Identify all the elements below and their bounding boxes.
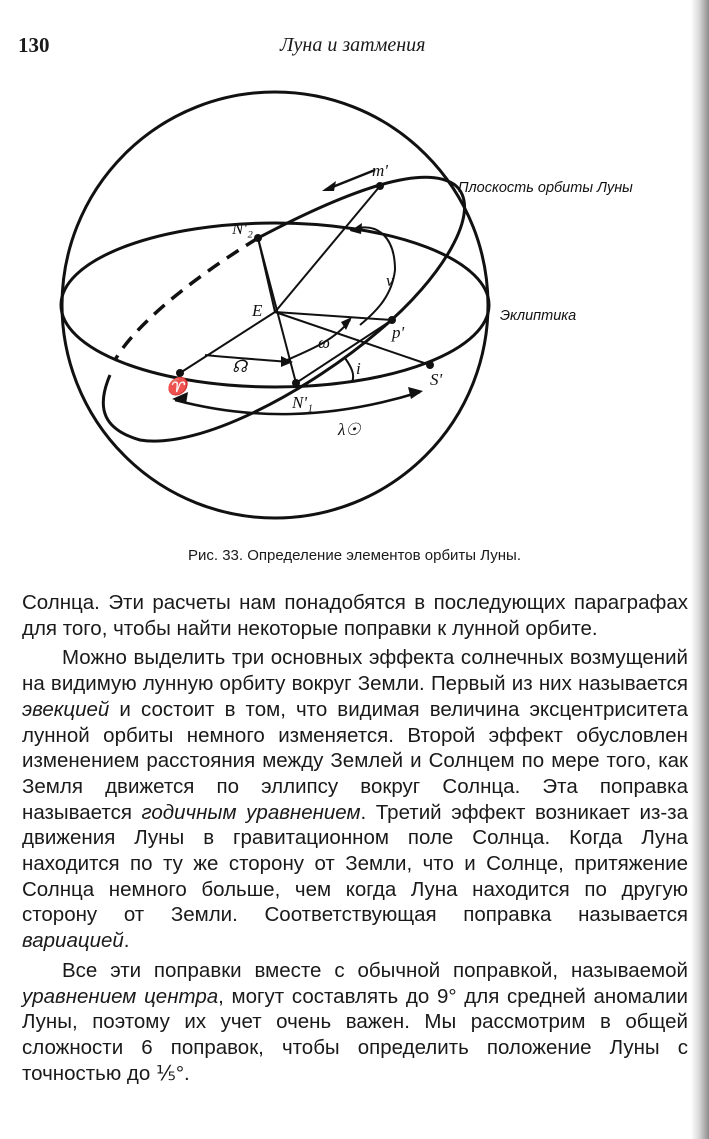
line-e-vernal bbox=[180, 312, 275, 373]
point-s bbox=[426, 361, 434, 369]
label-vernal-point: ♈ bbox=[166, 377, 188, 396]
ecliptic-label: Эклиптика bbox=[500, 308, 577, 324]
moon-orbit-plane-label: Плоскость орбиты Луны bbox=[458, 180, 633, 196]
label-perigee: p' bbox=[392, 323, 405, 342]
label-sun: S' bbox=[430, 370, 443, 389]
label-node-n1: N'₁ bbox=[292, 393, 313, 412]
text-segment: . Третий эффект возникает из-за движения Луны в гравитационном поле Солнца. Когда Луна находится по ту же сторону от Земли, что и Солнце, притяжение Солнца немного больше, чем когда Луна находится по другую сторону от Земли. Соответствующая поправка называется bbox=[22, 800, 688, 927]
point-vernal bbox=[176, 369, 184, 377]
label-ascending-node: N'₂ bbox=[232, 219, 253, 238]
paragraph-2 bbox=[22, 645, 688, 953]
label-omega: ω bbox=[318, 333, 331, 352]
text-segment: . bbox=[123, 929, 130, 953]
point-m bbox=[376, 182, 384, 190]
running-title: Луна и затмения bbox=[280, 34, 426, 56]
label-sun-longitude: λ☉ bbox=[338, 420, 361, 439]
label-inclination: i bbox=[356, 359, 361, 378]
sun-longitude-arrowhead-right bbox=[408, 387, 423, 399]
label-true-anomaly: v bbox=[386, 271, 394, 290]
label-earth: E bbox=[252, 301, 263, 320]
point-n2 bbox=[254, 234, 262, 242]
term-evection: эвекцией bbox=[22, 697, 110, 721]
body-text bbox=[22, 590, 688, 1086]
text-segment: Все эти поправки вместе с обычной поправкой, называемой bbox=[62, 958, 688, 982]
paragraph-3 bbox=[22, 958, 688, 1087]
orbit-diagram bbox=[0, 90, 709, 550]
page-number: 130 bbox=[18, 33, 50, 57]
term-annual-equation: годичным уравнением bbox=[141, 800, 361, 824]
moon-motion-arrowhead bbox=[322, 181, 336, 191]
paragraph-1 bbox=[22, 590, 688, 641]
label-node-longitude: ☊ bbox=[232, 357, 248, 376]
term-equation-of-center: уравнением центра bbox=[22, 984, 219, 1008]
figure-caption: Рис. 33. Определение элементов орбиты Луны. bbox=[187, 547, 521, 564]
moon-orbit-back bbox=[115, 238, 258, 360]
line-n1-p bbox=[296, 320, 392, 383]
label-moon: m' bbox=[372, 161, 388, 180]
text-segment: и состоит в том, что видимая величина эксцентриситета лунной орбиты немного изменяется. Второй эффект обусловлен изменением расстояния между Землей и Солнцем по мере того, как Земля движется по эллипсу вокруг Солнца. Эта поправка называется bbox=[22, 697, 688, 824]
point-n1 bbox=[292, 379, 300, 387]
orbit-figure bbox=[0, 90, 709, 550]
text-segment: Солнца. Эти расчеты нам понадобятся в последующих параграфах для того, чтобы найти некоторые поправки к лунной орбите. bbox=[22, 591, 688, 640]
inclination-arc bbox=[345, 358, 353, 382]
term-variation: вариацией bbox=[22, 929, 124, 953]
text-segment: , могут составлять до 9° для средней аномалии Луны, поэтому их учет очень важен. Мы рассмотрим в общей сложности 6 поправок, чтобы определить положение Луны с точностью до ⅕°. bbox=[22, 984, 688, 1085]
node-longitude-arc bbox=[205, 355, 290, 362]
text-segment: Можно выделить три основных эффекта солнечных возмущений на видимую лунную орбиту вокруг Земли. Первый из них называется bbox=[22, 646, 688, 696]
line-e-s bbox=[275, 312, 430, 365]
